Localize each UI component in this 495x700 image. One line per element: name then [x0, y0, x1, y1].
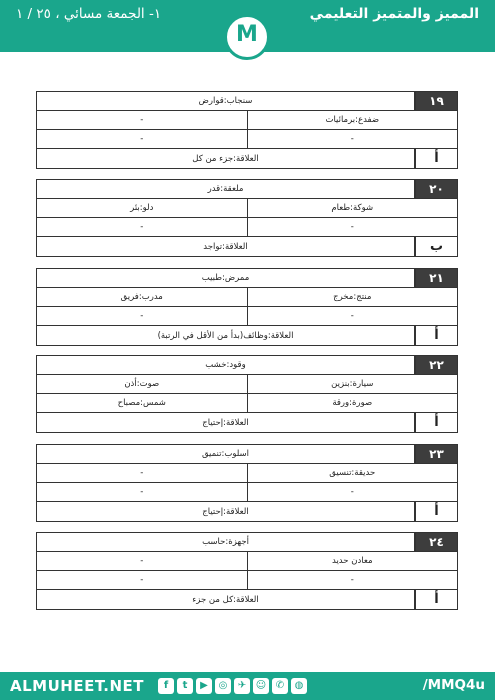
relation-text: العلاقة:تواجد	[37, 237, 415, 256]
question-number: ٢٠	[415, 180, 457, 198]
answer-letter: أ	[415, 413, 457, 432]
option-right: -	[350, 487, 354, 497]
twitter-icon[interactable]: t	[177, 678, 193, 694]
footer-handle: /MMQ4u	[422, 677, 485, 693]
telegram-icon[interactable]: ✈	[234, 678, 250, 694]
question-number: ٢٤	[415, 533, 457, 551]
answer-letter: أ	[415, 326, 457, 345]
question-block	[36, 91, 458, 169]
facebook-icon[interactable]: f	[158, 678, 174, 694]
option-right: سيارة:بنزين	[331, 379, 374, 389]
option-left: -	[37, 307, 248, 325]
option-row	[37, 218, 457, 237]
question-block	[36, 268, 458, 346]
option-left: شمس:مصباح	[37, 394, 248, 412]
answer-letter: ب	[415, 237, 457, 256]
option-row	[37, 571, 457, 590]
option-left: -	[37, 571, 248, 589]
option-left: -	[37, 464, 248, 482]
page-footer	[0, 668, 495, 700]
option-row	[37, 307, 457, 326]
option-right: -	[350, 222, 354, 232]
option-row	[37, 552, 457, 571]
social-icons	[158, 678, 307, 694]
instagram-icon[interactable]: ◎	[215, 678, 231, 694]
logo-letter: M	[236, 22, 258, 47]
question-number: ٢٢	[415, 356, 457, 374]
whatsapp-icon[interactable]: ✆	[272, 678, 288, 694]
option-right: ضفدع:برمائيات	[325, 115, 380, 125]
option-row	[37, 111, 457, 130]
option-right: -	[350, 134, 354, 144]
option-row	[37, 130, 457, 149]
question-stem: سنجاب:قوارض	[37, 92, 415, 110]
option-row	[37, 375, 457, 394]
option-right: شوكة:طعام	[331, 203, 374, 213]
option-left: -	[37, 552, 248, 570]
option-left: -	[37, 111, 248, 129]
header-title: المميز والمتميز التعليمي	[309, 6, 479, 22]
option-right: منتج:مخرج	[333, 292, 372, 302]
option-left: -	[37, 130, 248, 148]
footer-site: ALMUHEET.NET	[10, 677, 145, 695]
question-block	[36, 179, 458, 257]
question-stem: ممرض:طبيب	[37, 269, 415, 287]
relation-text: العلاقة:وظائف(بدأ من الأقل في الرتبة)	[37, 326, 415, 345]
youtube-icon[interactable]: ▶	[196, 678, 212, 694]
answer-letter: أ	[415, 502, 457, 521]
option-right: -	[350, 575, 354, 585]
brand-logo	[224, 14, 270, 60]
option-row	[37, 288, 457, 307]
relation-text: العلاقة:جزء من كل	[37, 149, 415, 168]
option-right: حديقة:تنسيق	[329, 468, 376, 478]
option-left: -	[37, 218, 248, 236]
snapchat-icon[interactable]: ☺	[253, 678, 269, 694]
option-row	[37, 483, 457, 502]
option-row	[37, 199, 457, 218]
answer-letter: أ	[415, 149, 457, 168]
option-right: -	[350, 311, 354, 321]
option-left: دلو:بئر	[37, 199, 248, 217]
question-block	[36, 355, 458, 433]
relation-text: العلاقة:إحتياج	[37, 502, 415, 521]
header-subtitle: ١- الجمعة مسائي ، ٢٥ / ١	[16, 6, 162, 22]
option-row	[37, 394, 457, 413]
option-left: مدرب:فريق	[37, 288, 248, 306]
option-left: -	[37, 483, 248, 501]
option-row	[37, 464, 457, 483]
relation-text: العلاقة:إحتياج	[37, 413, 415, 432]
relation-text: العلاقة:كل من جزء	[37, 590, 415, 609]
option-right: معادن حديد	[331, 556, 373, 566]
question-stem: أجهزة:حاسب	[37, 533, 415, 551]
option-left: صوت:أذن	[37, 375, 248, 393]
web-icon[interactable]: ◍	[291, 678, 307, 694]
option-right: صورة:ورقة	[332, 398, 373, 408]
question-number: ٢٣	[415, 445, 457, 463]
question-number: ١٩	[415, 92, 457, 110]
question-stem: اسلوب:تنميق	[37, 445, 415, 463]
answer-letter: أ	[415, 590, 457, 609]
question-stem: وقود:خشب	[37, 356, 415, 374]
question-block	[36, 532, 458, 610]
question-block	[36, 444, 458, 522]
question-stem: ملعقة:قدر	[37, 180, 415, 198]
question-number: ٢١	[415, 269, 457, 287]
